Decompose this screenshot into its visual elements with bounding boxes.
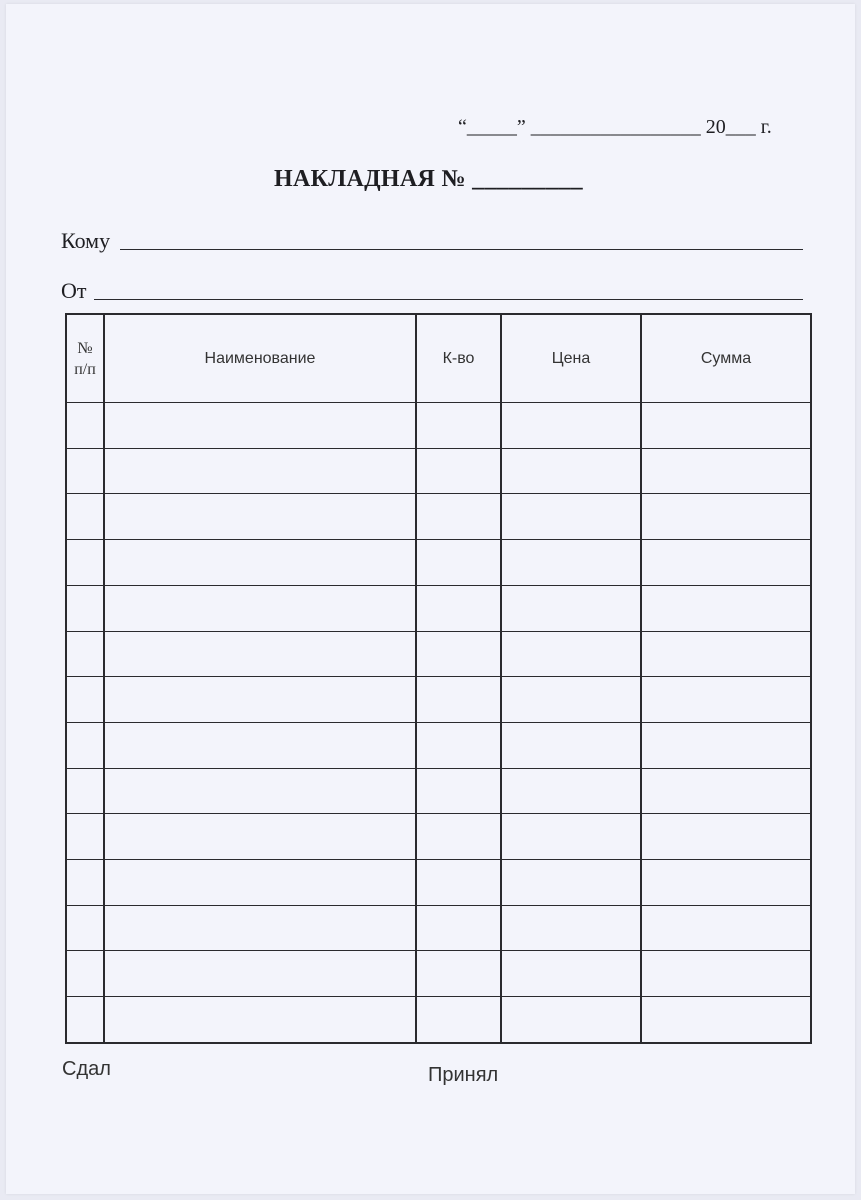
cell-name[interactable] [104,905,416,951]
cell-number[interactable] [66,860,104,906]
cell-number[interactable] [66,905,104,951]
cell-price[interactable] [501,403,641,449]
cell-qty[interactable] [416,540,501,586]
cell-number[interactable] [66,997,104,1043]
table-row [66,997,811,1043]
invoice-sheet [6,4,855,1194]
cell-qty[interactable] [416,997,501,1043]
received-label: Принял [428,1064,499,1086]
cell-sum[interactable] [641,997,811,1043]
cell-number[interactable] [66,677,104,723]
cell-name[interactable] [104,677,416,723]
cell-price[interactable] [501,631,641,677]
column-header-qty: К-во [416,314,501,403]
cell-price[interactable] [501,997,641,1043]
cell-price[interactable] [501,494,641,540]
cell-sum[interactable] [641,585,811,631]
cell-number[interactable] [66,814,104,860]
cell-qty[interactable] [416,768,501,814]
table-row [66,585,811,631]
cell-qty[interactable] [416,677,501,723]
cell-price[interactable] [501,677,641,723]
table-row [66,768,811,814]
table-row [66,494,811,540]
cell-name[interactable] [104,585,416,631]
column-header-sum: Сумма [641,314,811,403]
table-row [66,860,811,906]
table-row [66,905,811,951]
cell-qty[interactable] [416,448,501,494]
items-table [65,313,812,1044]
cell-qty[interactable] [416,722,501,768]
cell-name[interactable] [104,951,416,997]
handed-over-label: Сдал [62,1058,111,1080]
cell-qty[interactable] [416,814,501,860]
cell-number[interactable] [66,722,104,768]
from-field[interactable] [94,299,803,300]
date-line: “_____” _________________ 20___ г. [458,116,772,138]
cell-name[interactable] [104,494,416,540]
table-row [66,403,811,449]
cell-price[interactable] [501,448,641,494]
cell-qty[interactable] [416,403,501,449]
table-row [66,448,811,494]
cell-qty[interactable] [416,951,501,997]
cell-name[interactable] [104,768,416,814]
cell-qty[interactable] [416,585,501,631]
cell-sum[interactable] [641,768,811,814]
cell-qty[interactable] [416,631,501,677]
cell-price[interactable] [501,951,641,997]
cell-number[interactable] [66,448,104,494]
cell-number[interactable] [66,494,104,540]
cell-number[interactable] [66,403,104,449]
table-row [66,677,811,723]
table-row [66,540,811,586]
cell-number[interactable] [66,768,104,814]
cell-sum[interactable] [641,814,811,860]
cell-sum[interactable] [641,860,811,906]
to-field[interactable] [120,249,803,250]
cell-sum[interactable] [641,448,811,494]
table-row [66,722,811,768]
cell-price[interactable] [501,585,641,631]
cell-sum[interactable] [641,631,811,677]
table-row [66,814,811,860]
cell-name[interactable] [104,631,416,677]
cell-name[interactable] [104,403,416,449]
cell-qty[interactable] [416,905,501,951]
cell-price[interactable] [501,860,641,906]
from-label: От [61,278,87,303]
cell-number[interactable] [66,631,104,677]
cell-sum[interactable] [641,722,811,768]
cell-price[interactable] [501,814,641,860]
cell-sum[interactable] [641,905,811,951]
column-header-number [66,314,104,403]
table-row [66,631,811,677]
cell-sum[interactable] [641,677,811,723]
cell-name[interactable] [104,860,416,906]
cell-price[interactable] [501,540,641,586]
number-sub: п/п [74,360,96,378]
column-header-name: Наименование [104,314,416,403]
cell-number[interactable] [66,951,104,997]
cell-qty[interactable] [416,494,501,540]
cell-name[interactable] [104,448,416,494]
cell-sum[interactable] [641,540,811,586]
cell-name[interactable] [104,814,416,860]
cell-sum[interactable] [641,951,811,997]
page-title: НАКЛАДНАЯ № _________ [274,166,583,192]
cell-qty[interactable] [416,860,501,906]
table-row [66,951,811,997]
cell-sum[interactable] [641,403,811,449]
cell-name[interactable] [104,540,416,586]
to-label: Кому [61,228,111,253]
cell-number[interactable] [66,540,104,586]
cell-price[interactable] [501,722,641,768]
number-sign: № [77,339,93,357]
cell-price[interactable] [501,905,641,951]
cell-sum[interactable] [641,494,811,540]
cell-name[interactable] [104,722,416,768]
table-header-row [66,314,811,403]
column-header-price: Цена [501,314,641,403]
cell-price[interactable] [501,768,641,814]
cell-name[interactable] [104,997,416,1043]
cell-number[interactable] [66,585,104,631]
